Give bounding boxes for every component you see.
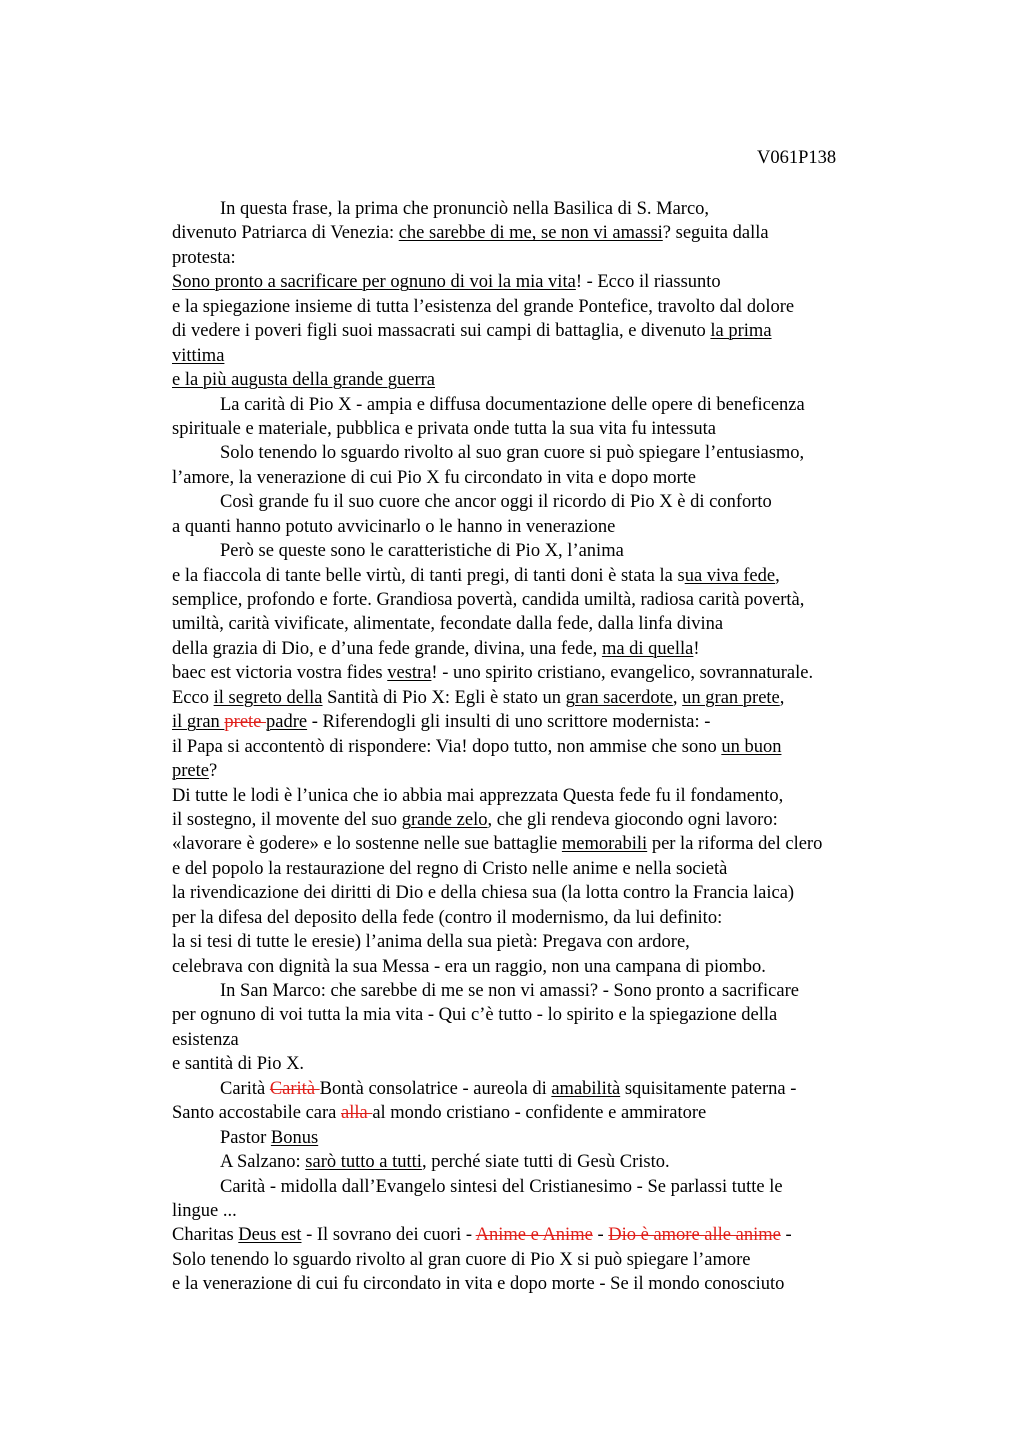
text-segment: di vedere i poveri figli suoi massacrati sui campi di battaglia, e divenuto <box>172 321 711 342</box>
text-segment: Santo accostabile cara <box>172 1103 341 1124</box>
text-segment: al mondo cristiano - confidente e ammiratore <box>372 1103 707 1124</box>
text-segment: Bontà consolatrice - aureola di <box>319 1078 552 1099</box>
text-line <box>172 588 912 612</box>
text-line <box>172 368 912 392</box>
underlined-text: grande zelo <box>401 809 488 830</box>
underlined-text: vestra <box>387 663 432 684</box>
text-segment: Carità - midolla dall’Evangelo sintesi del Cristianesimo - Se parlassi tutte le <box>220 1176 783 1197</box>
text-line <box>172 270 912 294</box>
text-line <box>172 808 912 832</box>
underlined-text: Deus est <box>238 1225 302 1246</box>
manuscript-body <box>172 197 912 1297</box>
text-segment: A Salzano: <box>220 1152 306 1173</box>
text-segment: In questa frase, la prima che pronunciò nella Basilica di S. Marco, <box>220 199 710 219</box>
text-segment: , <box>775 565 780 586</box>
text-segment: ? <box>208 761 218 782</box>
text-segment: per la difesa del deposito della fede (contro il modernismo, da lui definito: <box>172 907 723 928</box>
text-segment: Però se queste sono le caratteristiche di Pio X, l’anima <box>220 541 624 562</box>
text-line <box>172 1150 912 1174</box>
text-line <box>172 979 912 1003</box>
text-segment: Solo tenendo lo sguardo rivolto al suo gran cuore si può spiegare l’entusiasmo, <box>220 443 805 464</box>
text-segment: ! <box>693 638 700 659</box>
text-segment: l’amore, la venerazione di cui Pio X fu circondato in vita e dopo morte <box>172 467 696 488</box>
underlined-text: Bonus <box>270 1127 319 1148</box>
text-line <box>172 1175 912 1199</box>
text-line <box>172 1248 912 1272</box>
text-segment: a quanti hanno potuto avvicinarlo o le hanno in venerazione <box>172 516 616 537</box>
text-segment: della grazia di Dio, e d’una fede grande, divina, una fede, <box>172 638 602 659</box>
text-line <box>172 441 912 465</box>
text-line <box>172 1272 912 1296</box>
text-line <box>172 490 912 514</box>
text-segment: e santità di Pio X. <box>172 1054 305 1075</box>
underlined-text: e la più augusta della grande guerra <box>172 370 435 391</box>
text-line <box>172 295 912 319</box>
text-segment: , che gli rendeva giocondo ogni lavoro: <box>487 809 778 830</box>
underlined-text: memorabili <box>561 834 648 855</box>
text-segment: Così grande fu il suo cuore che ancor oggi il ricordo di Pio X è di conforto <box>220 492 772 513</box>
text-line <box>172 784 912 808</box>
underlined-text: un gran prete <box>682 687 780 708</box>
underlined-text: gran sacerdote <box>565 687 673 708</box>
text-line <box>172 197 912 221</box>
text-line <box>172 857 912 881</box>
text-segment: Pastor <box>220 1127 271 1148</box>
text-line <box>172 515 912 539</box>
text-segment: ? seguita dalla <box>662 223 769 244</box>
text-segment: Charitas <box>172 1225 239 1246</box>
text-segment: In San Marco: che sarebbe di me se non vi amassi? - Sono pronto a sacrificare <box>220 981 799 1001</box>
text-segment: esistenza <box>172 1029 239 1050</box>
underlined-text: prete <box>172 761 209 782</box>
text-segment: baec est victoria vostra fides <box>172 663 388 684</box>
text-segment: il sostegno, il movente del suo <box>172 809 402 830</box>
text-segment: la rivendicazione dei diritti di Dio e della chiesa sua (la lotta contro la Francia laica) <box>172 883 795 904</box>
text-segment: , perché siate tutti di Gesù Cristo. <box>421 1152 670 1173</box>
text-segment: - <box>780 1225 792 1246</box>
underlined-text: il gran <box>172 712 225 733</box>
text-line <box>172 417 912 441</box>
deleted-text: Anime e Anime <box>475 1225 593 1246</box>
text-line <box>172 1052 912 1076</box>
underlined-text: sarò tutto a tutti <box>305 1152 422 1173</box>
text-line <box>172 564 912 588</box>
text-segment: squisitamente paterna - <box>620 1078 797 1099</box>
text-line <box>172 344 912 368</box>
text-line <box>172 1028 912 1052</box>
underlined-text: un buon <box>721 736 782 757</box>
text-segment: ! - uno spirito cristiano, evangelico, sovrannaturale. <box>431 663 814 684</box>
text-line <box>172 393 912 417</box>
text-segment: il Papa si accontentò di rispondere: Via! dopo tutto, non ammise che sono <box>172 736 722 757</box>
text-line <box>172 881 912 905</box>
text-line <box>172 221 912 245</box>
text-line <box>172 735 912 759</box>
text-line <box>172 246 912 270</box>
text-segment: Carità <box>220 1078 270 1099</box>
underlined-text: il segreto della <box>213 687 323 708</box>
text-line <box>172 1003 912 1027</box>
text-segment: «lavorare è godere» e lo sostenne nelle sue battaglie <box>172 834 562 855</box>
text-line <box>172 1077 912 1101</box>
text-segment: la si tesi di tutte le eresie) l’anima della sua pietà: Pregava con ardore, <box>172 932 690 953</box>
text-segment: e del popolo la restaurazione del regno di Cristo nelle anime e nella società <box>172 858 728 879</box>
text-segment: , <box>779 687 785 708</box>
text-line <box>172 1101 912 1125</box>
underlined-text: che sarebbe di me, se non vi amassi <box>398 223 663 244</box>
underlined-text: ua viva fede <box>684 565 776 586</box>
deleted-text: prete <box>224 712 267 733</box>
text-line <box>172 759 912 783</box>
deleted-text: Carità <box>269 1078 320 1099</box>
deleted-text: alla <box>340 1103 373 1124</box>
text-segment: e la spiegazione insieme di tutta l’esistenza del grande Pontefice, travolto dal dolore <box>172 296 795 317</box>
text-line <box>172 955 912 979</box>
text-line <box>172 1223 912 1247</box>
page-identifier: V061P138 <box>757 148 837 168</box>
underlined-text: la prima <box>710 321 772 342</box>
text-segment: per ognuno di voi tutta la mia vita - Qui c’è tutto - lo spirito e la spiegazione della <box>172 1005 778 1026</box>
text-line <box>172 661 912 685</box>
text-segment: per la riforma del clero <box>647 834 823 855</box>
text-line <box>172 637 912 661</box>
deleted-text: Dio è amore alle anime <box>608 1225 781 1246</box>
text-segment: - Riferendogli gli insulti di uno scrittore modernista: - <box>307 712 711 733</box>
text-segment: spirituale e materiale, pubblica e privata onde tutta la sua vita fu intessuta <box>172 418 717 439</box>
text-line <box>172 1126 912 1150</box>
text-segment: ! - Ecco il riassunto <box>575 272 721 293</box>
text-segment: , <box>672 687 683 708</box>
underlined-text: ma di quella <box>601 638 694 659</box>
text-line <box>172 906 912 930</box>
text-line <box>172 466 912 490</box>
text-segment: e la fiaccola di tante belle virtù, di tanti pregi, di tanti doni è stata la s <box>172 565 685 586</box>
text-line <box>172 1199 912 1223</box>
underlined-text: amabilità <box>551 1078 621 1099</box>
text-segment: lingue ... <box>172 1200 237 1221</box>
text-line <box>172 686 912 710</box>
text-line <box>172 710 912 734</box>
text-line <box>172 930 912 954</box>
text-line <box>172 319 912 343</box>
text-line <box>172 612 912 636</box>
text-segment: La carità di Pio X - ampia e diffusa documentazione delle opere di beneficenza <box>220 394 805 415</box>
text-segment: Santità di Pio X: Egli è stato un <box>322 687 566 708</box>
text-segment: e la venerazione di cui fu circondato in vita e dopo morte - Se il mondo conosciuto <box>172 1274 785 1295</box>
text-segment: celebrava con dignità la sua Messa - era un raggio, non una campana di piombo. <box>172 956 766 977</box>
text-segment: semplice, profondo e forte. Grandiosa povertà, candida umiltà, radiosa carità povertà, <box>172 590 805 610</box>
text-segment: - Il sovrano dei cuori - <box>301 1225 476 1246</box>
underlined-text: Sono pronto a sacrificare per ognuno di voi la mia vita <box>172 272 576 293</box>
text-segment: - <box>592 1225 609 1246</box>
text-segment: Solo tenendo lo sguardo rivolto al gran cuore di Pio X si può spiegare l’amore <box>172 1249 751 1270</box>
text-line <box>172 832 912 856</box>
underlined-text: vittima <box>172 345 225 366</box>
underlined-text: padre <box>266 712 308 733</box>
text-segment: Di tutte le lodi è l’unica che io abbia mai apprezzata Questa fede fu il fondamento, <box>172 785 784 806</box>
text-segment: Ecco <box>172 687 214 708</box>
text-segment: divenuto Patriarca di Venezia: <box>172 223 399 244</box>
text-segment: protesta: <box>172 247 236 268</box>
text-line <box>172 539 912 563</box>
text-segment: umiltà, carità vivificate, alimentate, fecondate dalla fede, dalla linfa divina <box>172 614 724 635</box>
